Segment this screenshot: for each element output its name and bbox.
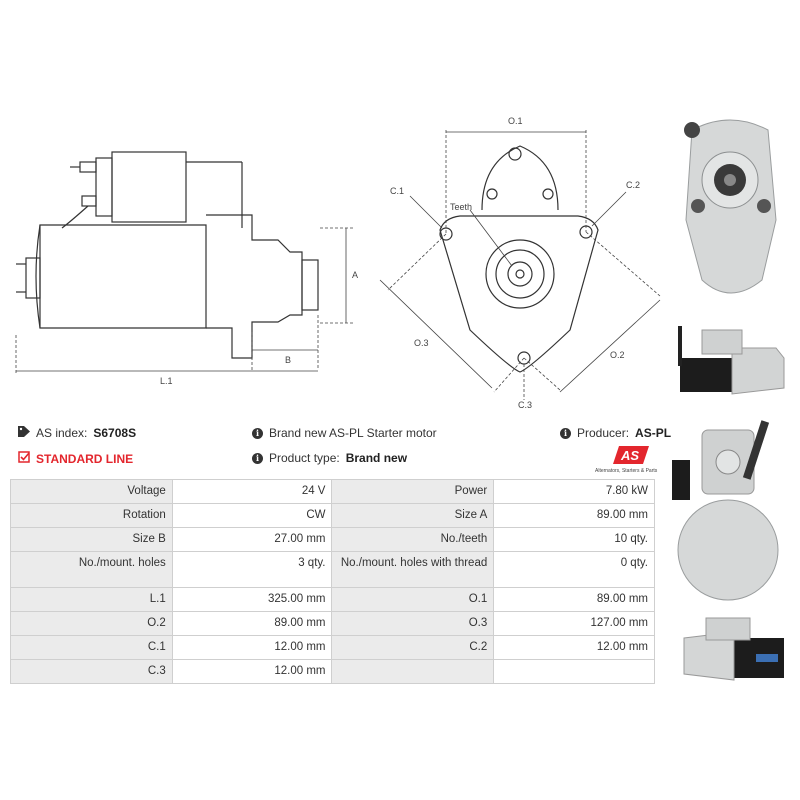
spec-value: 325.00 mm	[172, 588, 332, 612]
product-photo-bottom	[672, 610, 790, 690]
spec-value: CW	[172, 504, 332, 528]
table-row	[11, 660, 655, 684]
dim-o3-label: O.3	[414, 338, 429, 348]
dim-c1-label: C.1	[390, 186, 405, 196]
spec-value: 7.80 kW	[494, 480, 655, 504]
table-row	[11, 588, 655, 612]
spec-label: No./mount. holes with thread	[332, 552, 494, 588]
table-row	[11, 504, 655, 528]
info-icon: i	[560, 428, 571, 439]
spec-value: 10 qty.	[494, 528, 655, 552]
spec-label: Size B	[11, 528, 173, 552]
as-index-row	[18, 426, 136, 440]
spec-value: 89.00 mm	[172, 612, 332, 636]
spec-label: Size A	[332, 504, 494, 528]
spec-label: C.3	[11, 660, 173, 684]
as-index-label: AS index:	[36, 426, 88, 440]
logo-tagline: Alternators, Starters & Parts	[595, 468, 658, 474]
product-type-value: Brand new	[345, 451, 408, 465]
standard-line-row	[18, 451, 133, 466]
info-icon: i	[252, 453, 263, 464]
dim-c2-label: C.2	[626, 180, 641, 190]
spec-label: O.1	[332, 588, 494, 612]
spec-label: O.2	[11, 612, 173, 636]
front-view-drawing	[370, 110, 670, 410]
as-index-value: S6708S	[93, 426, 137, 440]
spec-value: 12.00 mm	[172, 660, 332, 684]
checkbox-checked-icon	[18, 451, 30, 466]
table-row	[11, 636, 655, 660]
table-row	[11, 552, 655, 588]
dim-l1-label: L.1	[160, 376, 173, 386]
spec-value: 24 V	[172, 480, 332, 504]
spec-label: No./teeth	[332, 528, 494, 552]
product-description: Brand new AS-PL Starter motor	[269, 426, 437, 440]
table-row	[11, 480, 655, 504]
producer-value: AS-PL	[635, 426, 672, 440]
standard-line-label: STANDARD LINE	[36, 451, 134, 466]
spec-value: 89.00 mm	[494, 588, 655, 612]
product-photo-side	[672, 318, 790, 400]
dim-b-label: B	[285, 355, 292, 365]
producer-row	[560, 426, 671, 440]
spec-label: C.1	[11, 636, 173, 660]
spec-label: L.1	[11, 588, 173, 612]
spec-value: 12.00 mm	[172, 636, 332, 660]
spec-label: Voltage	[11, 480, 173, 504]
dim-c3-label: C.3	[518, 400, 533, 410]
as-pl-logo	[593, 444, 663, 474]
spec-label: Rotation	[11, 504, 173, 528]
dim-a-label: A	[352, 270, 359, 280]
product-type-row	[252, 451, 407, 465]
table-row	[11, 528, 655, 552]
spec-value: 27.00 mm	[172, 528, 332, 552]
product-photo-rear	[672, 420, 790, 605]
spec-value: 127.00 mm	[494, 612, 655, 636]
dim-teeth-label: Teeth	[450, 202, 473, 212]
spec-label: O.3	[332, 612, 494, 636]
table-row	[11, 612, 655, 636]
product-photo-front	[672, 110, 790, 310]
dim-o2-label: O.2	[610, 350, 625, 360]
spec-value: 3 qty.	[172, 552, 332, 588]
spec-value: 12.00 mm	[494, 636, 655, 660]
spec-value: 0 qty.	[494, 552, 655, 588]
spec-value: 89.00 mm	[494, 504, 655, 528]
description-row	[252, 426, 437, 440]
side-view-drawing	[10, 110, 359, 390]
spec-label: Power	[332, 480, 494, 504]
spec-label	[332, 660, 494, 684]
spec-label: C.2	[332, 636, 494, 660]
product-type-label: Product type:	[269, 451, 340, 465]
info-icon: i	[252, 428, 263, 439]
tag-icon	[18, 426, 30, 440]
spec-label: No./mount. holes	[11, 552, 173, 588]
specifications-table	[10, 479, 655, 684]
dim-o1-label: O.1	[508, 116, 523, 126]
producer-label: Producer:	[577, 426, 630, 440]
spec-value	[494, 660, 655, 684]
logo-mark: AS	[621, 448, 640, 463]
